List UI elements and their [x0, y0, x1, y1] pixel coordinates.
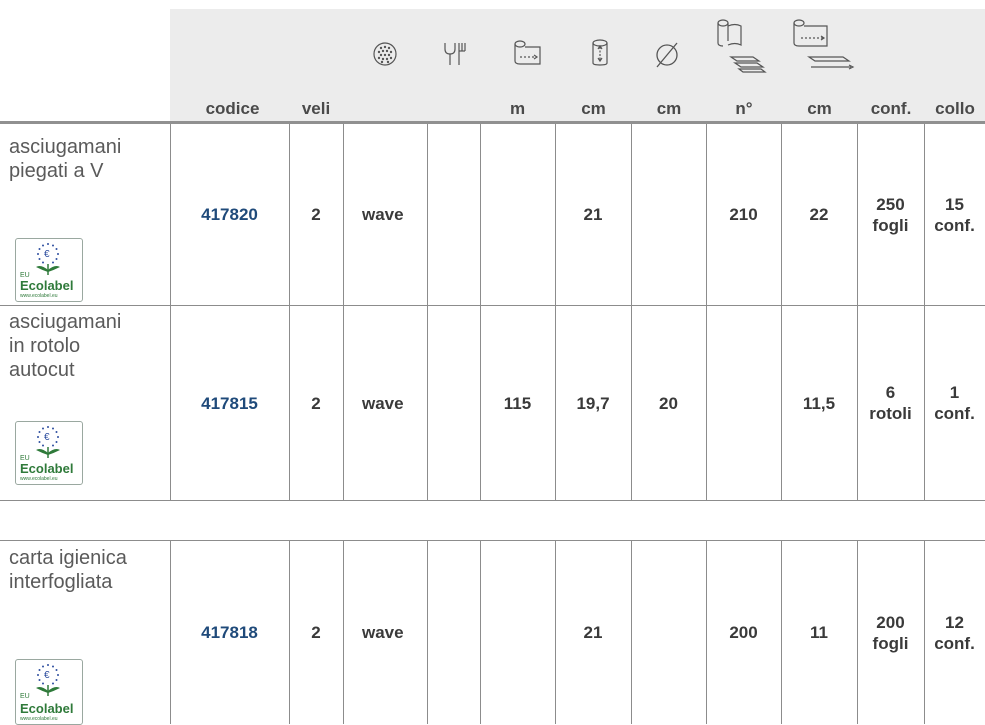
cell-codice: 417820	[201, 205, 258, 224]
header-conf: conf.	[870, 99, 912, 118]
header-collo: collo	[935, 99, 975, 118]
roll-height-icon	[586, 38, 614, 68]
header-count: n°	[735, 99, 753, 118]
cell-codice: 417815	[201, 393, 258, 413]
ecolabel-flower-icon	[33, 242, 63, 276]
cell-collo	[924, 306, 985, 500]
conf-value: 200	[876, 612, 905, 632]
ecolabel-flower-icon	[33, 425, 63, 459]
cell-length-m	[480, 541, 555, 724]
header-cm-height: cm	[581, 99, 606, 118]
svg-text:€: €	[44, 670, 50, 681]
header-cm-diameter: cm	[656, 99, 682, 118]
header-veli: veli	[301, 99, 331, 118]
collo-value: 15	[945, 194, 964, 214]
cell-veli: 2	[311, 205, 321, 224]
svg-text:€: €	[44, 432, 50, 443]
sheet-width-icon	[788, 16, 858, 76]
row-divider	[0, 500, 985, 501]
sheet-count-icon	[712, 16, 768, 76]
cell-emboss: wave	[362, 393, 404, 413]
header-cm-width: cm	[807, 99, 832, 118]
cell-count: 210	[729, 205, 758, 224]
cell-food-contact	[427, 541, 480, 724]
cell-veli: 2	[311, 623, 321, 642]
diameter-icon	[652, 40, 682, 70]
collo-value: 12	[945, 612, 964, 632]
roll-length-icon	[511, 38, 545, 68]
cell-emboss: wave	[362, 205, 404, 224]
cell-conf	[857, 124, 924, 305]
cell-codice: 417818	[201, 623, 258, 642]
cell-veli: 2	[311, 393, 321, 413]
ecolabel-eu: EU	[20, 693, 30, 700]
ecolabel-url: www.ecolabel.eu	[20, 293, 58, 299]
cell-length-m	[480, 124, 555, 305]
conf-unit: rotoli	[869, 404, 912, 423]
product-description: asciugamani piegati a V	[9, 136, 122, 182]
ecolabel-url: www.ecolabel.eu	[20, 476, 58, 482]
collo-unit: conf.	[934, 404, 975, 423]
ecolabel-eu: EU	[20, 455, 30, 462]
ecolabel-logo	[15, 238, 83, 302]
ecolabel-text: Ecolabel	[20, 278, 74, 293]
food-contact-icon	[441, 40, 469, 68]
cell-collo	[924, 541, 985, 724]
header-codice: codice	[205, 99, 260, 118]
cell-count	[706, 306, 781, 500]
collo-unit: conf.	[934, 215, 975, 235]
cell-diameter-cm	[631, 541, 706, 724]
svg-text:€: €	[44, 249, 50, 260]
cell-count: 200	[729, 623, 758, 642]
embossing-pattern-icon	[371, 40, 399, 68]
ecolabel-text: Ecolabel	[20, 461, 74, 476]
ecolabel-logo	[15, 421, 83, 485]
cell-collo	[924, 124, 985, 305]
ecolabel-url: www.ecolabel.eu	[20, 716, 58, 722]
cell-food-contact	[427, 124, 480, 305]
cell-width-cm: 11,5	[802, 393, 836, 413]
cell-emboss: wave	[362, 623, 404, 642]
ecolabel-text: Ecolabel	[20, 701, 74, 716]
cell-diameter-cm	[631, 124, 706, 305]
conf-unit: fogli	[872, 633, 909, 653]
cell-height-cm: 21	[583, 205, 603, 224]
cell-width-cm: 11	[810, 623, 828, 642]
ecolabel-flower-icon	[33, 663, 63, 697]
cell-height-cm: 21	[583, 623, 603, 642]
conf-value: 6	[885, 383, 896, 402]
collo-value: 1	[949, 383, 960, 402]
cell-length-m: 115	[503, 393, 532, 413]
ecolabel-eu: EU	[20, 272, 30, 279]
cell-height-cm: 19,7	[576, 393, 610, 413]
product-description: carta igienica interfogliata	[9, 547, 127, 593]
ecolabel-logo	[15, 659, 83, 725]
collo-unit: conf.	[934, 633, 975, 653]
cell-food-contact	[427, 306, 480, 500]
cell-conf	[857, 306, 924, 500]
conf-unit: fogli	[872, 215, 909, 235]
product-description: asciugamani in rotolo autocut	[9, 311, 122, 381]
cell-diameter-cm: 20	[659, 393, 678, 413]
cell-conf	[857, 541, 924, 724]
cell-width-cm: 22	[809, 205, 829, 224]
header-m: m	[509, 99, 526, 118]
conf-value: 250	[876, 194, 905, 214]
